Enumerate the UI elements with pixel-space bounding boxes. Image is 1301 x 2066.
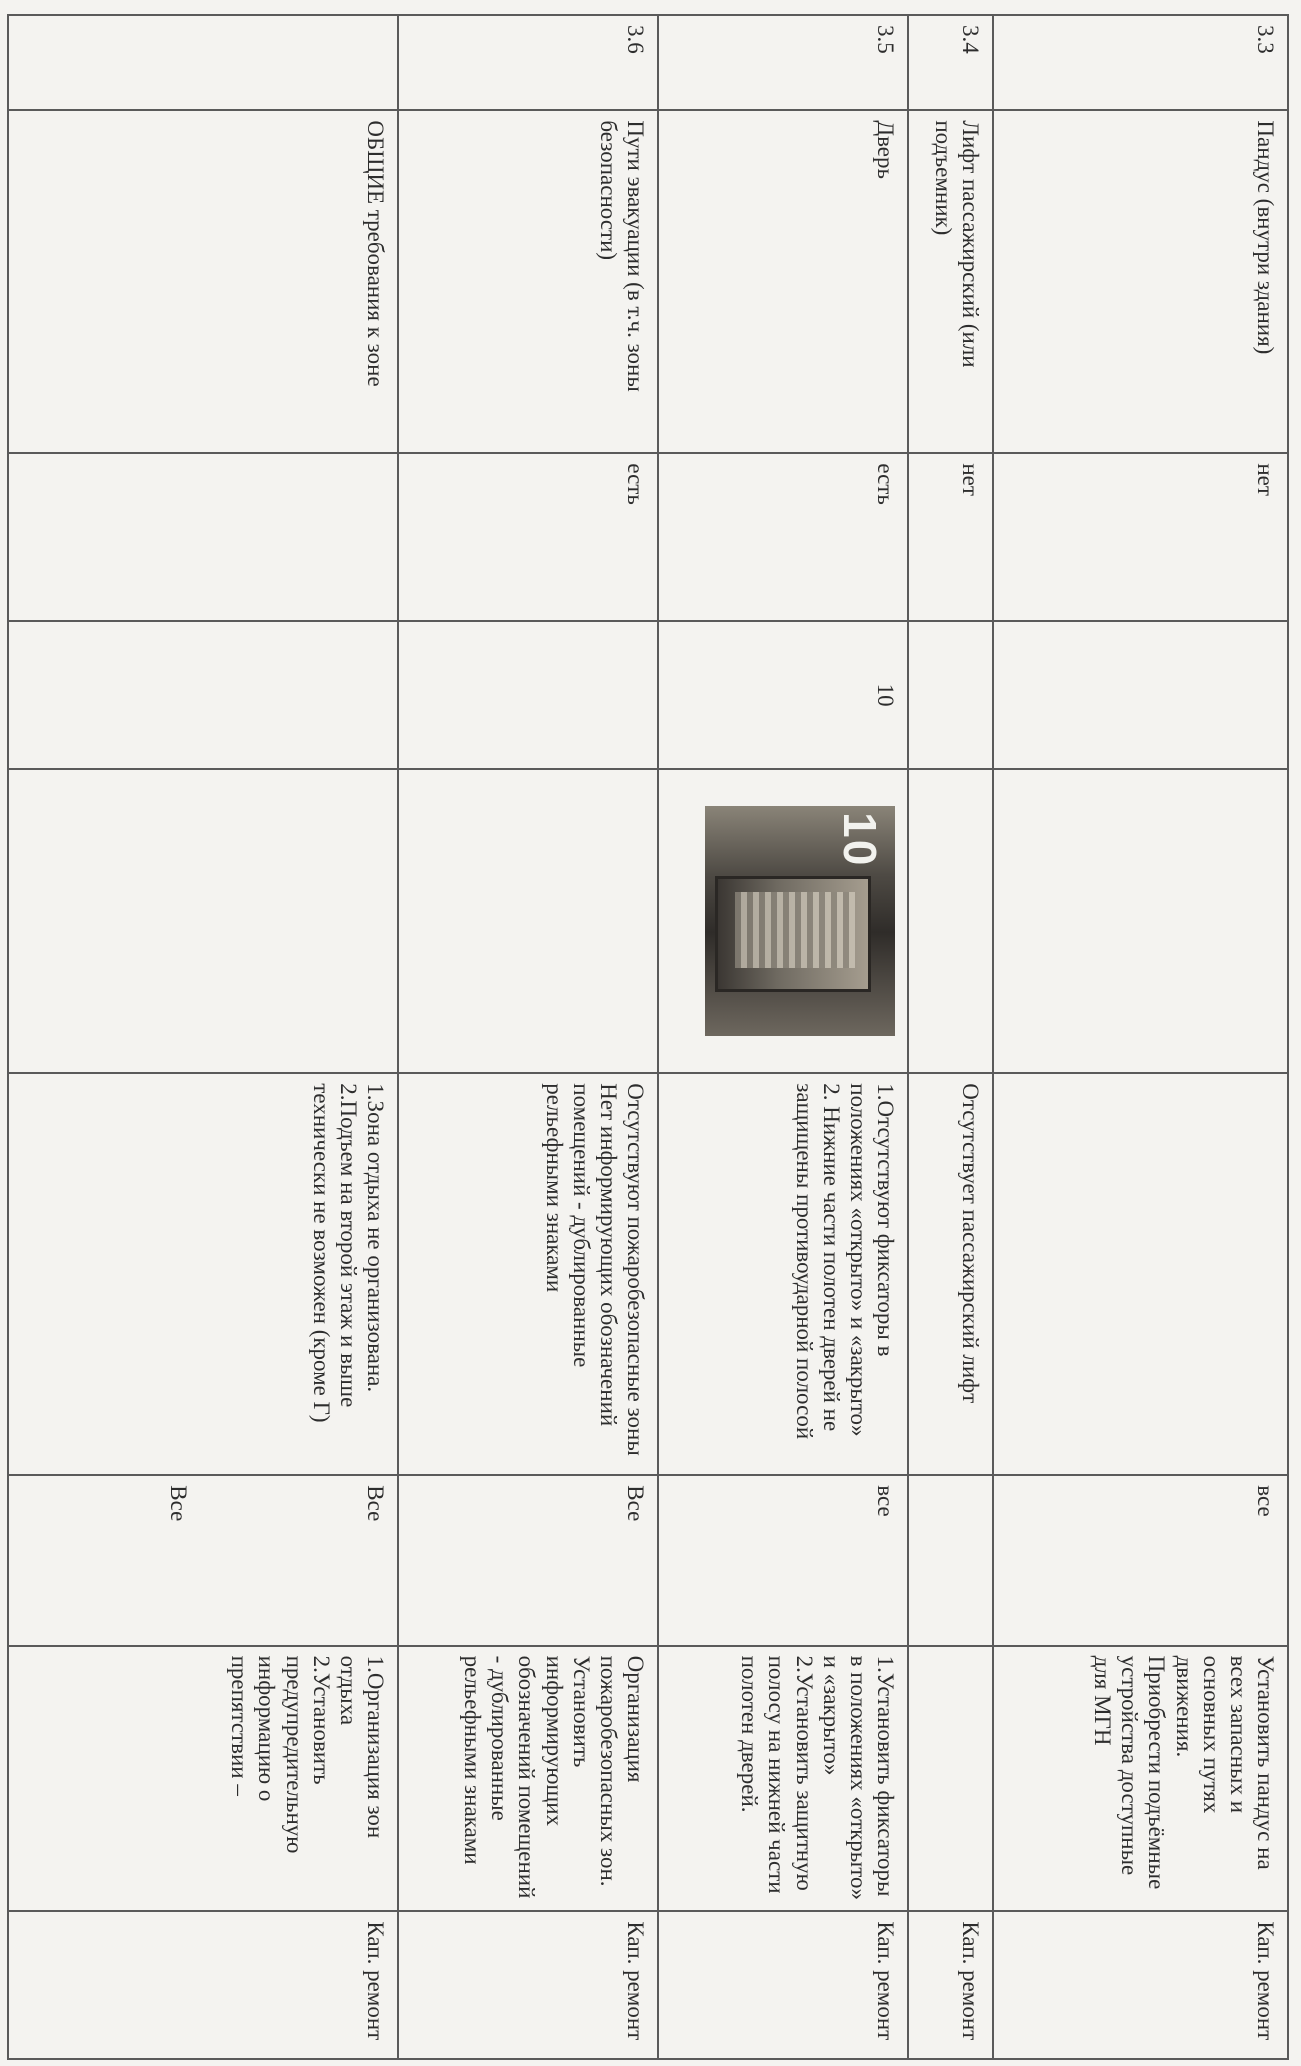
presence-cell: нет: [993, 453, 1288, 621]
door-photo: [705, 806, 895, 1036]
work-type-cell: Кап. ремонт: [658, 1911, 908, 2059]
violation-cell: [993, 1073, 1288, 1475]
photo-cell: [658, 769, 908, 1073]
element-name: Дверь: [658, 110, 908, 453]
recommendation-cell: Организация пожаробезопасных зон. Установить информирующих обозначений помещений - дублированные рельефными знаками: [398, 1646, 658, 1912]
recommendation-cell: 1.Организация зон отдыха 2.Установить предупредительную информацию о препятствии –: [8, 1646, 398, 1912]
table-row: [658, 15, 908, 2059]
rotated-table-wrapper: [9, 14, 1289, 2060]
presence-cell: есть: [398, 453, 658, 621]
table-row: [993, 15, 1288, 2059]
photo-number-cell: [8, 621, 398, 769]
row-number: 3.6: [398, 15, 658, 110]
presence-cell: [8, 453, 398, 621]
work-type-cell: Кап. ремонт: [8, 1911, 398, 2059]
violation-cell: Отсутствуют пожаробезопасные зоны Нет информирующих обозначений помещений - дублированные рельефными знаками: [398, 1073, 658, 1475]
violation-cell: Отсутствует пассажирский лифт: [908, 1073, 993, 1475]
stairs-shape: [735, 892, 855, 968]
work-type-cell: Кап. ремонт: [908, 1911, 993, 2059]
photo-cell: [8, 769, 398, 1073]
groups-value: Все: [363, 1485, 388, 1522]
groups-cell: Все: [398, 1475, 658, 1645]
photo-cell: [398, 769, 658, 1073]
element-name: ОБЩИЕ требования к зоне: [8, 110, 398, 453]
violation-cell: 1.Отсутствуют фиксаторы в положениях «открыто» и «закрыто» 2. Нижние части полотен дверей не защищены противоударной полосой: [658, 1073, 908, 1475]
presence-cell: есть: [658, 453, 908, 621]
groups-cell: [8, 1475, 398, 1645]
photo-number-cell: [398, 621, 658, 769]
recommendation-cell: [908, 1646, 993, 1912]
row-number: [8, 15, 398, 110]
work-type-cell: Кап. ремонт: [993, 1911, 1288, 2059]
element-name: Пути эвакуации (в т.ч. зоны безопасности): [398, 110, 658, 453]
groups-value-2: Все: [165, 1485, 191, 1522]
photo-tag: 10: [834, 812, 886, 868]
groups-cell: [908, 1475, 993, 1645]
element-name: Пандус (внутри здания): [993, 110, 1288, 453]
photo-number-cell: [993, 621, 1288, 769]
accessibility-assessment-table: [7, 14, 1289, 2060]
photo-number-cell: [908, 621, 993, 769]
recommendation-cell: Установить пандус на всех запасных и основных путях движения. Приобрести подъёмные устройства доступные для МГН: [993, 1646, 1288, 1912]
row-number: 3.3: [993, 15, 1288, 110]
element-name: Лифт пассажирский (или подъемник): [908, 110, 993, 453]
table-row: [8, 15, 398, 2059]
table-row: [398, 15, 658, 2059]
violation-cell: 1.Зона отдыха не организована. 2.Подъем на второй этаж и выше технически не возможен (кроме Г): [8, 1073, 398, 1475]
groups-cell: все: [993, 1475, 1288, 1645]
photo-number-cell: 10: [658, 621, 908, 769]
photo-cell: [908, 769, 993, 1073]
row-number: 3.4: [908, 15, 993, 110]
photo-cell: [993, 769, 1288, 1073]
presence-cell: нет: [908, 453, 993, 621]
table-row: [908, 15, 993, 2059]
work-type-cell: Кап. ремонт: [398, 1911, 658, 2059]
row-number: 3.5: [658, 15, 908, 110]
groups-cell: все: [658, 1475, 908, 1645]
recommendation-cell: 1.Установить фиксаторы в положениях «открыто» и «закрыто» 2.Установить защитную полосу на нижней части полотен дверей.: [658, 1646, 908, 1912]
